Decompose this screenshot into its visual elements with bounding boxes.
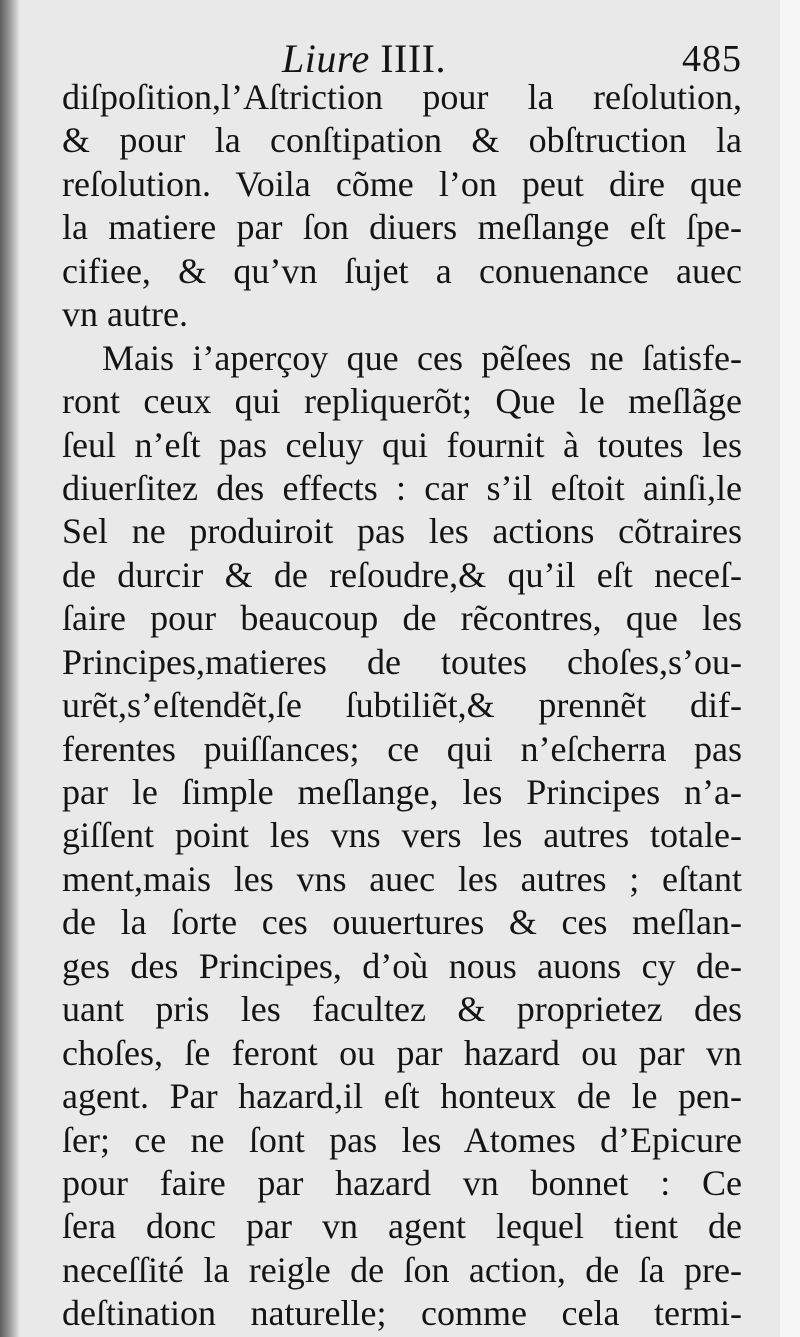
text-line: & pour la conſtipation & obſtruction la [62, 120, 742, 161]
text-line: cifiee, & qu’vn ſujet a conuenance auec [62, 250, 742, 291]
text-line: ferentes puiſſances; ce qui n’eſcherra pas [62, 728, 742, 769]
text-line: agent. Par hazard,il eſt honteux de le pen- [62, 1076, 742, 1117]
text-line: ſeul n’eſt pas celuy qui fournit à toutes les [62, 424, 742, 465]
text-line: Mais i’aperçoy que ces pẽſees ne ſatisfe- [102, 337, 742, 378]
text-line: de durcir & de reſoudre,& qu’il eſt neceſ- [62, 554, 742, 595]
text-line: ſer; ce ne ſont pas les Atomes d’Epicure [62, 1119, 742, 1160]
text-line: ſera donc par vn agent lequel tient de [62, 1206, 742, 1247]
text-line: urẽt,s’eſtendẽt,ſe ſubtiliẽt,& prennẽt dif- [62, 685, 742, 726]
text-line: giſſent point les vns vers les autres totale- [62, 815, 742, 856]
text-line: diuerſitez des effects : car s’il eſtoit ainſi,le [62, 467, 742, 508]
text-line: ſaire pour beaucoup de rẽcontres, que les [62, 598, 742, 639]
text-line: vn autre. [62, 294, 188, 335]
text-line: reſolution. Voila cõme l’on peut dire que [62, 163, 742, 204]
text-line: pour faire par hazard vn bonnet : Ce [62, 1162, 742, 1203]
binding-shadow [0, 0, 20, 1337]
running-head-number: IIII. [369, 36, 446, 81]
text-line: uant pris les facultez & proprietez des [62, 989, 742, 1030]
text-line: deſtination naturelle; comme cela termi- [62, 1293, 742, 1334]
text-line: de la ſorte ces ouuertures & ces meſlan- [62, 902, 742, 943]
body-text [62, 76, 742, 1336]
text-line: la matiere par ſon diuers meſlange eſt ſpe- [62, 207, 742, 248]
running-head-book: Liure [282, 36, 370, 81]
text-line: choſes, ſe feront ou par hazard ou par vn [62, 1032, 742, 1073]
page-margin [780, 0, 800, 1337]
text-line: Sel ne produiroit pas les actions cõtraires [62, 511, 742, 552]
text-line: par le ſimple meſlange, les Principes n’a- [62, 772, 742, 812]
text-line: ges des Principes, d’où nous auons cy de- [62, 945, 742, 986]
text-line: ront ceux qui repliquerõt; Que le meſlãge [62, 381, 742, 422]
text-line: Principes,matieres de toutes choſes,s’ou- [62, 641, 742, 682]
page-number: 485 [682, 38, 742, 80]
text-line: neceſſité la reigle de ſon action, de ſa pre- [62, 1249, 742, 1290]
text-line: diſpoſition,l’Aſtriction pour la reſolution, [62, 77, 742, 117]
text-line: ment,mais les vns auec les autres ; eſtant [62, 858, 742, 899]
